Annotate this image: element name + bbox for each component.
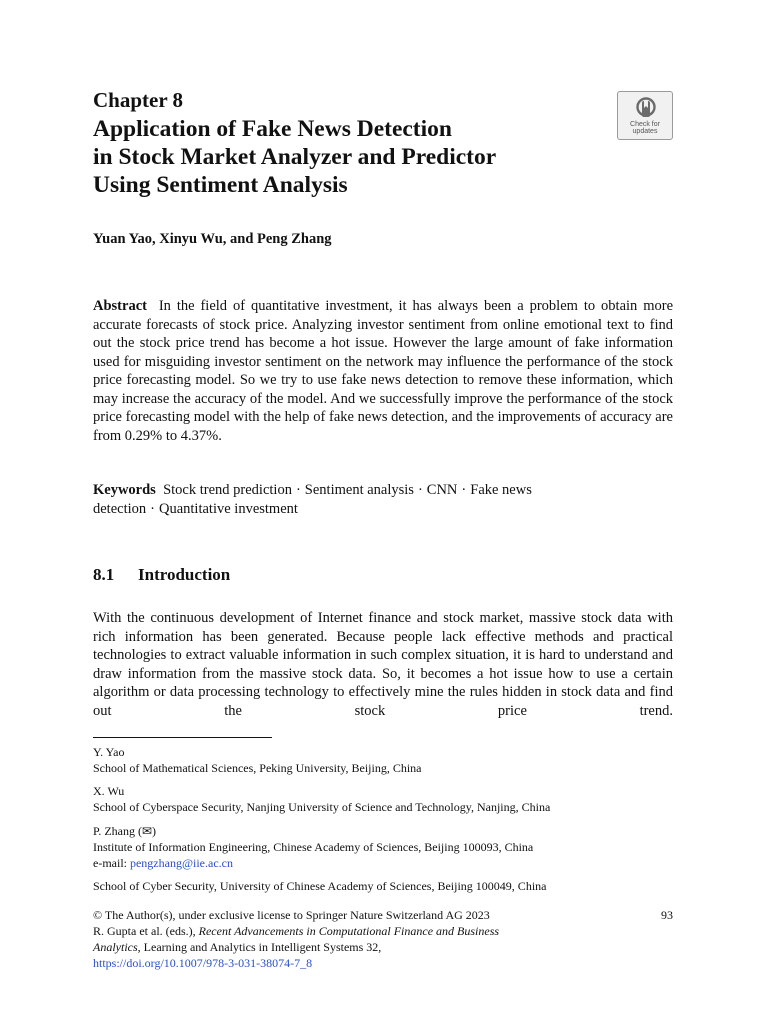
affiliation-author-line (93, 823, 673, 839)
citation-prefix: R. Gupta et al. (eds.), (93, 924, 196, 938)
doi-line (93, 955, 673, 971)
abstract-text: In the field of quantitative investment, it has always been a problem to obtain more accurate forecasts of stock price. Analyzing investor sentiment from online emotional text to find out the stock price trend has become a hot issue. However the large amount of fake information used for misguiding investor sentiment on the network may influence the performance of the stock price forecasting model. So we try to use fake news detection to remove these information, which may increase the accuracy of the model. And we successfully improve the performance of the stock price forecasting model with the help of fake news detection, and the improvements of accuracy are from 0.29% to 4.37%. (93, 298, 674, 444)
keywords (93, 481, 673, 518)
affiliation-line: School of Mathematical Sciences, Peking University, Beijing, China (93, 761, 422, 775)
affiliation-line: Institute of Information Engineering, Chinese Academy of Sciences, Beijing 100093, China (93, 840, 534, 854)
affiliation-line: School of Cyber Security, University of Chinese Academy of Sciences, Beijing 100049, China (93, 879, 547, 893)
affiliation-wu (93, 783, 673, 815)
page-number: 93 (661, 908, 673, 922)
chapter-label: Chapter 8 (93, 88, 184, 112)
abstract-heading: Abstract (93, 298, 147, 314)
keywords-heading: Keywords (93, 482, 156, 498)
email-link[interactable]: pengzhang@iie.ac.cn (129, 856, 233, 870)
citation-line (93, 923, 673, 939)
chapter-title-line: in Stock Market Analyzer and Predictor (93, 144, 497, 170)
affiliation-author: P. Zhang (93, 824, 135, 838)
keyword: Sentiment analysis (304, 482, 414, 498)
section-heading (93, 565, 230, 585)
chapter-title (93, 115, 613, 199)
series-name: , Learning and Analytics in Intelligent Systems 32, (137, 940, 382, 954)
introduction-paragraph: With the continuous development of Internet finance and stock market, massive stock data with rich information has been generated. Because people lack effective methods and practical technologies to extract valuable information in such complex situation, it is hard to understand and draw information from the massive stock data. So, it becomes a hot issue how to use a certain algorithm or data processing technology to effectively mine the rules hidden in stock data and find out the stock price trend. (93, 610, 673, 719)
keyword-separator: · (461, 482, 467, 498)
affiliation-author: X. Wu (93, 784, 125, 798)
book-title-cont: Analytics (93, 940, 138, 954)
affiliation-zhang (93, 823, 673, 871)
section-title: Introduction (138, 565, 231, 584)
affiliation-ucas (93, 878, 673, 894)
affiliation-line: School of Cyberspace Security, Nanjing University of Science and Technology, Nanjing, China (93, 800, 551, 814)
email-label: e-mail: (93, 856, 127, 870)
keyword: Quantitative investment (159, 500, 298, 517)
keyword-separator: · (295, 482, 301, 498)
doi-link[interactable]: https://doi.org/10.1007/978-3-031-38074-7_8 (93, 956, 313, 970)
keyword: Fake news detection (93, 482, 532, 517)
keyword: CNN (426, 482, 458, 498)
email-line (93, 855, 673, 871)
badge-line: Check for (630, 121, 660, 128)
badge-text (618, 121, 672, 135)
abstract (93, 297, 673, 445)
chapter-title-line: Using Sentiment Analysis (93, 172, 348, 198)
check-for-updates-badge[interactable] (617, 91, 673, 140)
keyword: Stock trend prediction (163, 482, 292, 498)
keyword-separator: · (150, 500, 155, 517)
series-line (93, 939, 673, 955)
corresponding-mail-icon: (✉) (138, 824, 157, 838)
badge-line: updates (632, 128, 658, 135)
chapter-title-line: Application of Fake News Detection (93, 116, 452, 142)
copyright-block (93, 907, 673, 971)
keyword-separator: · (417, 482, 423, 498)
book-title: Recent Advancements in Computational Finance and Business (198, 924, 500, 938)
check-updates-icon (636, 97, 656, 119)
affiliation-author: Y. Yao (93, 745, 125, 759)
section-number: 8.1 (93, 565, 115, 584)
copyright-line: © The Author(s), under exclusive license to Springer Nature Switzerland AG 2023 (93, 908, 490, 922)
affiliation-yao (93, 744, 673, 776)
footnote-rule (93, 737, 272, 738)
authors: Yuan Yao, Xinyu Wu, and Peng Zhang (93, 231, 332, 247)
